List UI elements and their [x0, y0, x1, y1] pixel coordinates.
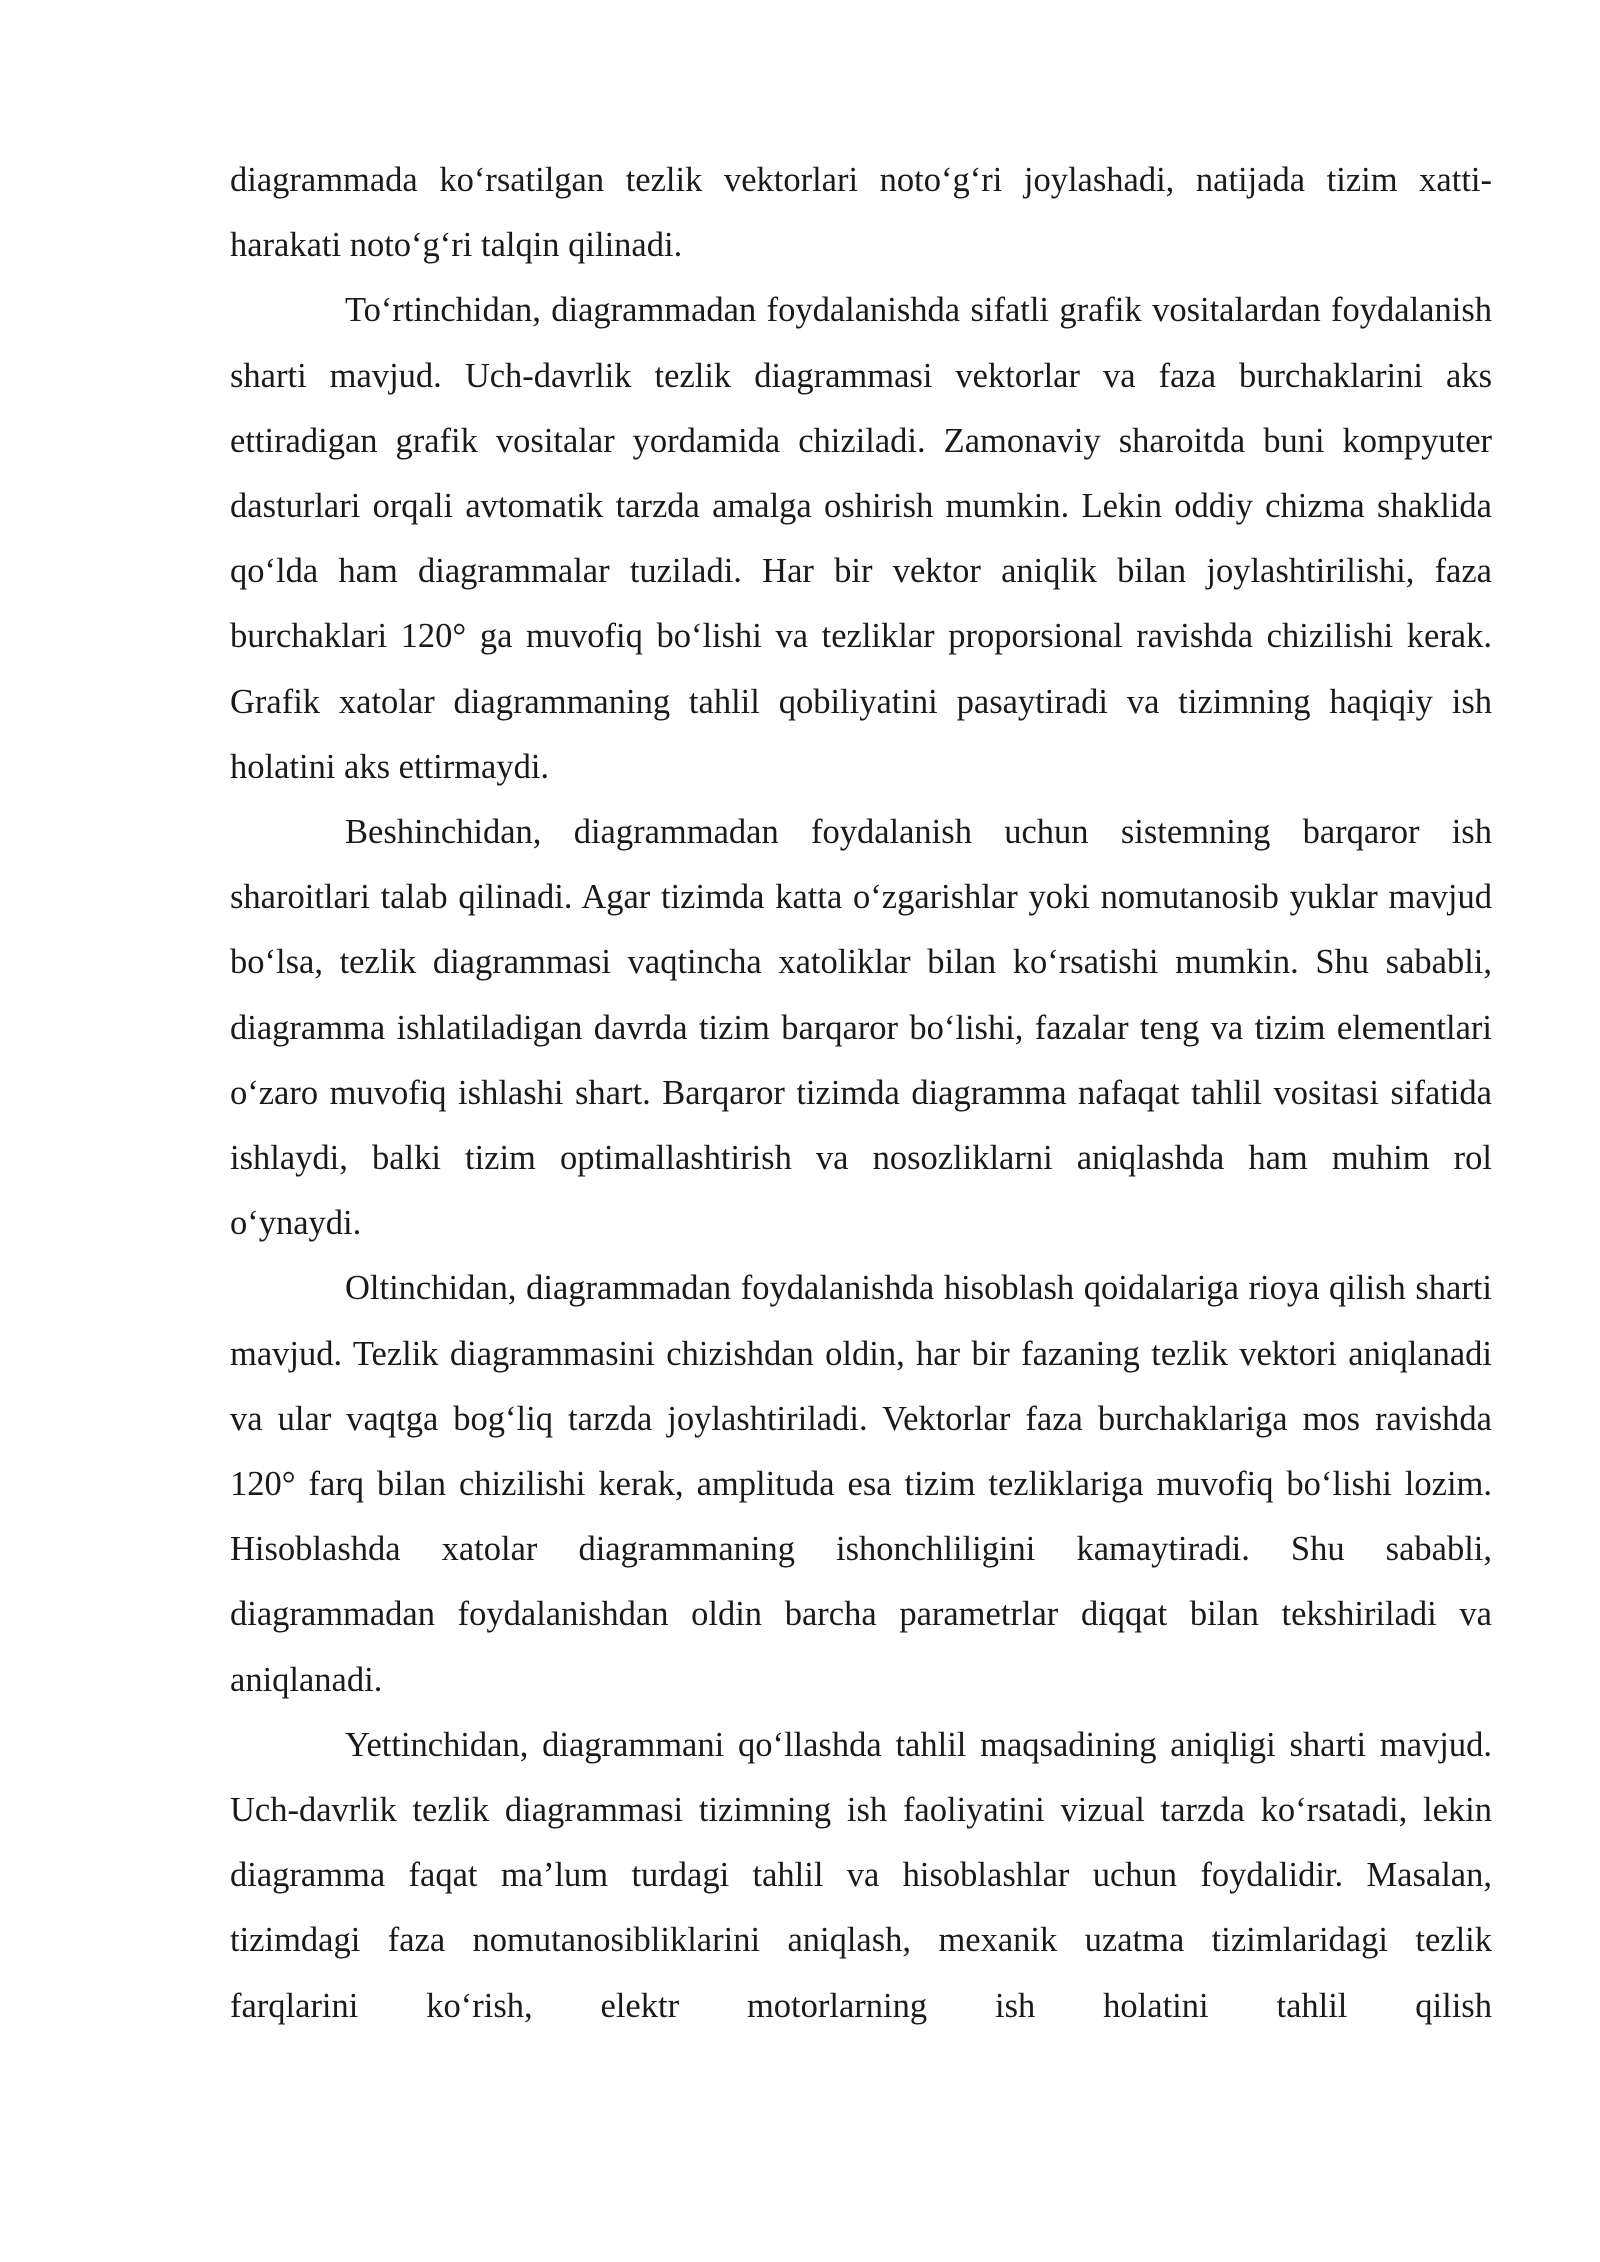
document-body: [230, 148, 1492, 2039]
paragraph-fourth: To‘rtinchidan, diagrammadan foydalanishda sifatli grafik vositalardan foydalanish sharti mavjud. Uch-davrlik tezlik diagrammasi vektorlar va faza burchaklarini aks ettiradigan grafik vositalar yordamida chiziladi. Zamonaviy sharoitda buni kompyuter dasturlari orqali avtomatik tarzda amalga oshirish mumkin. Lekin oddiy chizma shaklida qo‘lda ham diagrammalar tuziladi. Har bir vektor aniqlik bilan joylashtirilishi, faza burchaklari 120° ga muvofiq bo‘lishi va tezliklar proporsional ravishda chizilishi kerak. Grafik xatolar diagrammaning tahlil qobiliyatini pasaytiradi va tizimning haqiqiy ish holatini aks ettirmaydi.: [230, 291, 1492, 786]
paragraph-seventh: Yettinchidan, diagrammani qo‘llashda tahlil maqsadining aniqligi sharti mavjud. Uch-davrlik tezlik diagrammasi tizimning ish faoliyatini vizual tarzda ko‘rsatadi, lekin diagramma faqat ma’lum turdagi tahlil va hisoblashlar uchun foydalidir. Masalan, tizimdagi faza nomutanosibliklarini aniqlash, mexanik uzatma tizimlaridagi tezlik farqlarini ko‘rish, elektr motorlarning ish holatini tahlil qilish: [230, 1725, 1492, 2025]
paragraph-continuation: diagrammada ko‘rsatilgan tezlik vektorlari noto‘g‘ri joylashadi, natijada tizim xatti-harakati noto‘g‘ri talqin qilinadi.: [230, 161, 1492, 265]
paragraph-sixth: Oltinchidan, diagrammadan foydalanishda hisoblash qoidalariga rioya qilish sharti mavjud. Tezlik diagrammasini chizishdan oldin, har bir fazaning tezlik vektori aniqlanadi va ular vaqtga bog‘liq tarzda joylashtiriladi. Vektorlar faza burchaklariga mos ravishda 120° farq bilan chizilishi kerak, amplituda esa tizim tezliklariga muvofiq bo‘lishi lozim. Hisoblashda xatolar diagrammaning ishonchliligini kamaytiradi. Shu sababli, diagrammadan foydalanishdan oldin barcha parametrlar diqqat bilan tekshiriladi va aniqlanadi.: [230, 1269, 1492, 1699]
paragraph-fifth: Beshinchidan, diagrammadan foydalanish uchun sistemning barqaror ish sharoitlari talab qilinadi. Agar tizimda katta o‘zgarishlar yoki nomutanosib yuklar mavjud bo‘lsa, tezlik diagrammasi vaqtincha xatoliklar bilan ko‘rsatishi mumkin. Shu sababli, diagramma ishlatiladigan davrda tizim barqaror bo‘lishi, fazalar teng va tizim elementlari o‘zaro muvofiq ishlashi shart. Barqaror tizimda diagramma nafaqat tahlil vositasi sifatida ishlaydi, balki tizim optimallashtirish va nosozliklarni aniqlashda ham muhim rol o‘ynaydi.: [230, 813, 1492, 1243]
